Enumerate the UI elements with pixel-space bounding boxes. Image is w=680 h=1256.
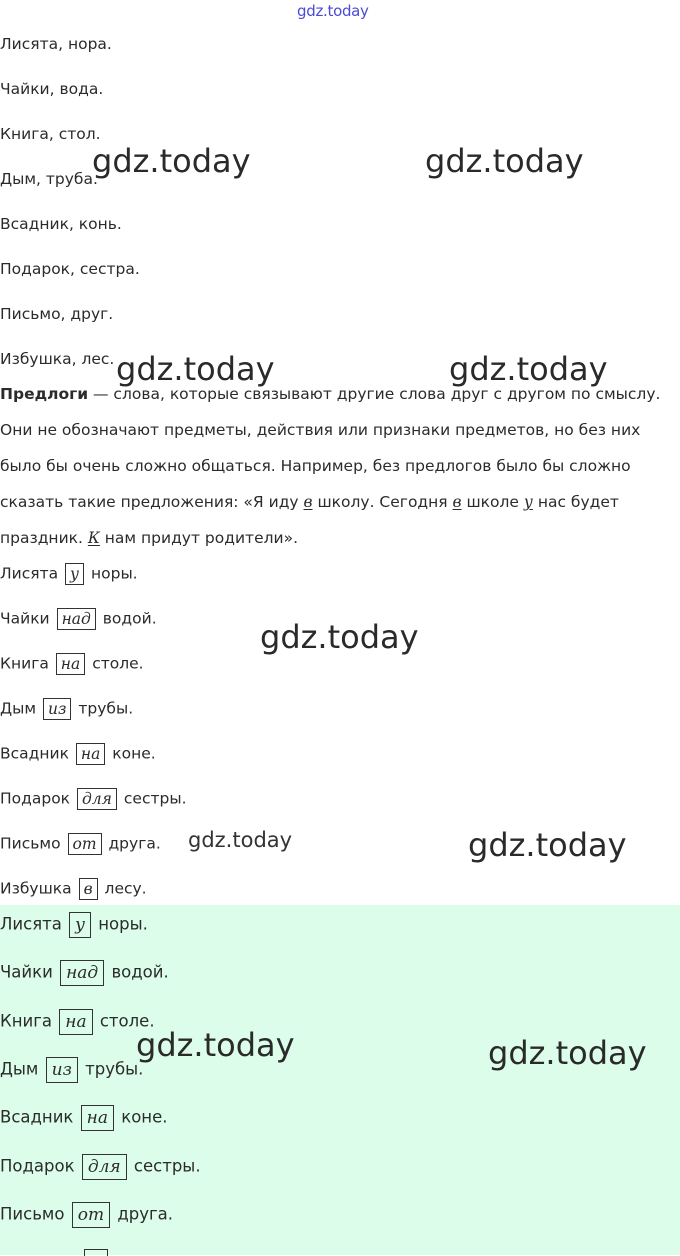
answer-block-line <box>0 1009 155 1035</box>
answer-block-line <box>0 960 169 986</box>
preposition-box: из <box>43 698 71 720</box>
watermark: gdz.today <box>260 618 419 656</box>
answer-noun: трубы. <box>78 699 134 718</box>
task-line: Всадник, конь. <box>0 215 122 233</box>
header-watermark: gdz.today <box>297 2 369 20</box>
answer-noun: друга. <box>108 834 161 853</box>
answer-noun: коне. <box>121 1107 168 1127</box>
answer-line <box>0 788 187 810</box>
answer-noun: Избушка <box>0 879 72 898</box>
preposition-box: на <box>81 1105 114 1131</box>
answer-noun: лесу. <box>104 879 147 898</box>
answer-noun: норы. <box>90 564 138 583</box>
answer-line <box>0 833 161 855</box>
answer-noun: Письмо <box>0 834 61 853</box>
theory-text: школу. Сегодня <box>312 493 453 511</box>
answer-noun: Чайки <box>0 962 53 982</box>
watermark: gdz.today <box>92 142 251 180</box>
task-line: Лисята, нора. <box>0 35 112 53</box>
task-line: Подарок, сестра. <box>0 260 140 278</box>
task-line: Дым, труба. <box>0 170 98 188</box>
preposition-box: для <box>82 1154 127 1180</box>
theory-text: — слова, которые связывают другие слова друг с другом по смыслу. Они не обозначают предметы, действия или признаки предметов, но без них было бы очень сложно общаться. Например, без предлогов было бы сложно сказать такие предложения: «Я иду <box>0 385 661 511</box>
theory-paragraph <box>0 376 678 556</box>
theory-text: нас будет праздник. <box>0 493 619 547</box>
answer-block-line <box>0 1105 167 1131</box>
answer-noun: коне. <box>112 744 156 763</box>
answer-noun: Лисята <box>0 914 62 934</box>
preposition-box: на <box>59 1009 92 1035</box>
answer-noun: сестры. <box>123 789 187 808</box>
task-line: Письмо, друг. <box>0 305 114 323</box>
answer-noun: Письмо <box>0 1204 65 1224</box>
preposition-box: над <box>57 608 96 630</box>
theory-term: Предлоги <box>0 385 89 403</box>
answer-line <box>0 608 157 630</box>
answer-noun: столе. <box>99 1011 155 1031</box>
answer-noun: друга. <box>117 1204 174 1224</box>
watermark: gdz.today <box>488 1034 647 1072</box>
answer-noun: Подарок <box>0 789 71 808</box>
answer-noun: водой. <box>102 609 157 628</box>
watermark: gdz.today <box>116 350 275 388</box>
preposition-example: в <box>303 493 313 511</box>
answer-block-line <box>0 1057 143 1083</box>
answer-noun: столе. <box>92 654 144 673</box>
answer-noun: сестры. <box>133 1156 201 1176</box>
answer-noun: Всадник <box>0 744 69 763</box>
task-line: Книга, стол. <box>0 125 101 143</box>
answer-noun: Книга <box>0 654 49 673</box>
preposition-box: из <box>46 1057 78 1083</box>
answer-noun: норы. <box>98 914 148 934</box>
preposition-box: от <box>68 833 102 855</box>
answer-line <box>0 743 156 765</box>
answer-line <box>0 698 133 720</box>
watermark: gdz.today <box>449 350 608 388</box>
answer-block-line <box>0 1202 173 1228</box>
theory-text: школе <box>461 493 524 511</box>
preposition-box: на <box>76 743 105 765</box>
task-line: Чайки, вода. <box>0 80 104 98</box>
watermark: gdz.today <box>425 142 584 180</box>
answer-line <box>0 878 147 900</box>
theory-text: нам придут родители». <box>99 529 298 547</box>
answer-noun: водой. <box>111 962 169 982</box>
preposition-box: над <box>60 960 104 986</box>
task-line: Избушка, лес. <box>0 350 115 368</box>
answer-noun: Всадник <box>0 1107 74 1127</box>
answer-noun: Подарок <box>0 1156 75 1176</box>
answer-line <box>0 563 138 585</box>
preposition-box: у <box>65 563 84 585</box>
answer-line <box>0 653 144 675</box>
preposition-box: в <box>79 878 98 900</box>
answer-noun: Дым <box>0 1059 39 1079</box>
watermark: gdz.today <box>188 828 293 852</box>
preposition-box: на <box>56 653 85 675</box>
watermark: gdz.today <box>136 1026 295 1064</box>
preposition-box: для <box>77 788 117 810</box>
watermark: gdz.today <box>468 826 627 864</box>
answer-block-line <box>0 912 148 938</box>
answer-block-line <box>0 1154 201 1180</box>
answer-noun: трубы. <box>85 1059 144 1079</box>
preposition-example: в <box>452 493 462 511</box>
answer-noun: Лисята <box>0 564 59 583</box>
answer-noun: Книга <box>0 1011 53 1031</box>
preposition-box: у <box>69 912 91 938</box>
preposition-example: у <box>523 493 533 511</box>
answer-noun: Чайки <box>0 609 50 628</box>
answer-noun: Дым <box>0 699 37 718</box>
preposition-box: от <box>72 1202 110 1228</box>
preposition-example: К <box>87 529 100 547</box>
